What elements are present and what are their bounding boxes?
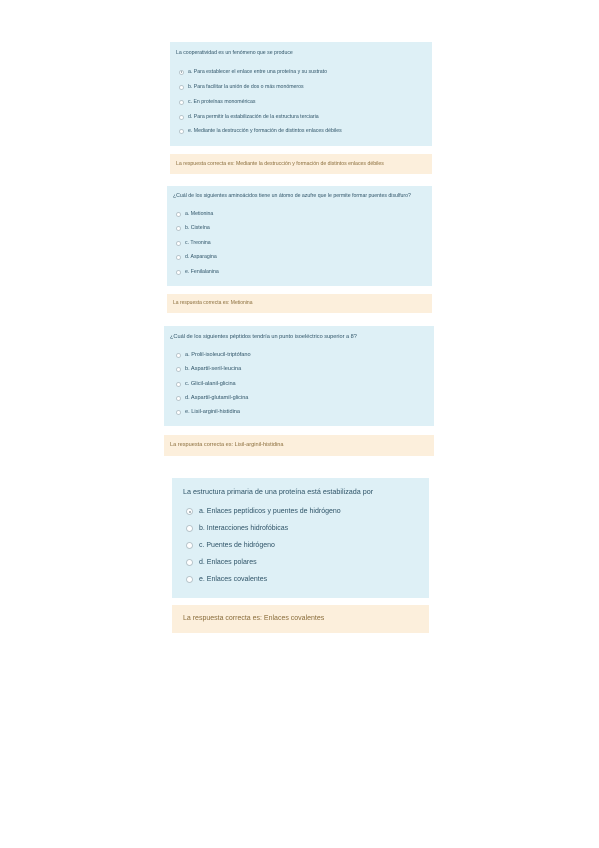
radio-button[interactable] bbox=[176, 255, 181, 260]
correct-answer-feedback bbox=[167, 294, 432, 313]
radio-button[interactable] bbox=[176, 382, 181, 387]
radio-button-selected[interactable] bbox=[186, 508, 193, 515]
option-label: c. Treonina bbox=[185, 240, 211, 246]
answer-option-b[interactable] bbox=[186, 525, 288, 532]
option-label: a. Enlaces peptídicos y puentes de hidrógeno bbox=[199, 508, 341, 515]
radio-button[interactable] bbox=[176, 270, 181, 275]
option-label: d. Aspartil-glutamil-glicina bbox=[185, 395, 249, 401]
option-label: d. Asparagina bbox=[185, 254, 217, 260]
option-label: b. Para facilitar la unión de dos o más monómeros bbox=[188, 84, 304, 90]
option-label: a. Metionina bbox=[185, 211, 214, 217]
correct-answer-text: La respuesta correcta es: Enlaces covalentes bbox=[183, 615, 325, 622]
radio-button[interactable] bbox=[176, 241, 181, 246]
answer-option-d[interactable] bbox=[179, 114, 319, 120]
option-label: a. Prolil-isoleucil-triptófano bbox=[185, 352, 251, 358]
question-card bbox=[170, 42, 432, 146]
radio-button[interactable] bbox=[176, 353, 181, 358]
radio-button[interactable] bbox=[176, 212, 181, 217]
option-label: a. Para establecer el enlace entre una proteína y su sustrato bbox=[188, 69, 327, 75]
answer-option-c[interactable] bbox=[179, 99, 255, 105]
radio-button[interactable] bbox=[176, 410, 181, 415]
option-label: c. En proteínas monoméricas bbox=[188, 99, 256, 105]
answer-option-b[interactable] bbox=[176, 225, 210, 231]
answer-option-e[interactable] bbox=[186, 576, 267, 583]
correct-answer-feedback bbox=[172, 605, 429, 633]
correct-answer-feedback bbox=[164, 435, 434, 456]
question-text: La cooperatividad es un fenómeno que se produce bbox=[176, 50, 293, 56]
radio-button[interactable] bbox=[179, 129, 184, 134]
answer-option-d[interactable] bbox=[176, 254, 217, 260]
answer-option-c[interactable] bbox=[176, 240, 211, 246]
radio-button[interactable] bbox=[186, 559, 193, 566]
radio-button[interactable] bbox=[176, 226, 181, 231]
radio-button-selected[interactable] bbox=[179, 70, 184, 75]
option-label: b. Interacciones hidrofóbicas bbox=[199, 525, 289, 532]
answer-option-a[interactable] bbox=[176, 211, 213, 217]
question-text: ¿Cuál de los siguientes péptidos tendría un punto isoeléctrico superior a 8? bbox=[170, 334, 357, 340]
answer-option-e[interactable] bbox=[179, 128, 342, 134]
radio-button[interactable] bbox=[176, 367, 181, 372]
answer-option-c[interactable] bbox=[176, 381, 236, 387]
option-label: d. Para permitir la estabilización de la estructura terciaria bbox=[188, 114, 319, 120]
option-label: b. Cisteína bbox=[185, 225, 210, 231]
radio-button[interactable] bbox=[179, 85, 184, 90]
option-label: e. Fenilalanina bbox=[185, 269, 219, 275]
radio-button[interactable] bbox=[186, 525, 193, 532]
option-label: e. Enlaces covalentes bbox=[199, 576, 268, 583]
correct-answer-text: La respuesta correcta es: Lisil-arginil-histidina bbox=[170, 442, 284, 448]
correct-answer-text: La respuesta correcta es: Mediante la destrucción y formación de distintos enlaces débiles bbox=[176, 161, 384, 167]
option-label: e. Mediante la destrucción y formación de distintos enlaces débiles bbox=[188, 128, 342, 134]
answer-option-e[interactable] bbox=[176, 269, 219, 275]
answer-option-e[interactable] bbox=[176, 409, 240, 415]
question-text: ¿Cuál de los siguientes aminoácidos tiene un átomo de azufre que le permite formar puentes disulfuro? bbox=[173, 193, 411, 199]
option-label: d. Enlaces polares bbox=[199, 559, 257, 566]
question-card bbox=[167, 186, 432, 286]
correct-answer-feedback bbox=[170, 154, 432, 174]
answer-option-a[interactable] bbox=[186, 508, 341, 515]
radio-button[interactable] bbox=[186, 576, 193, 583]
answer-option-a[interactable] bbox=[176, 352, 251, 358]
radio-button[interactable] bbox=[176, 396, 181, 401]
answer-option-d[interactable] bbox=[176, 395, 248, 401]
option-label: e. Lisil-arginil-histidina bbox=[185, 409, 241, 415]
question-card bbox=[172, 478, 429, 598]
radio-button[interactable] bbox=[179, 115, 184, 120]
radio-button[interactable] bbox=[186, 542, 193, 549]
answer-option-d[interactable] bbox=[186, 559, 257, 566]
radio-button[interactable] bbox=[179, 100, 184, 105]
answer-option-b[interactable] bbox=[176, 366, 241, 372]
answer-option-c[interactable] bbox=[186, 542, 275, 549]
correct-answer-text: La respuesta correcta es: Metionina bbox=[173, 300, 253, 306]
option-label: c. Puentes de hidrógeno bbox=[199, 542, 275, 549]
question-text: La estructura primaria de una proteína está estabilizada por bbox=[183, 487, 374, 496]
answer-option-b[interactable] bbox=[179, 84, 304, 90]
option-label: c. Glicil-alanil-glicina bbox=[185, 381, 236, 387]
answer-option-a[interactable] bbox=[179, 69, 327, 75]
question-card bbox=[164, 326, 434, 426]
option-label: b. Aspartil-seril-leucina bbox=[185, 366, 242, 372]
